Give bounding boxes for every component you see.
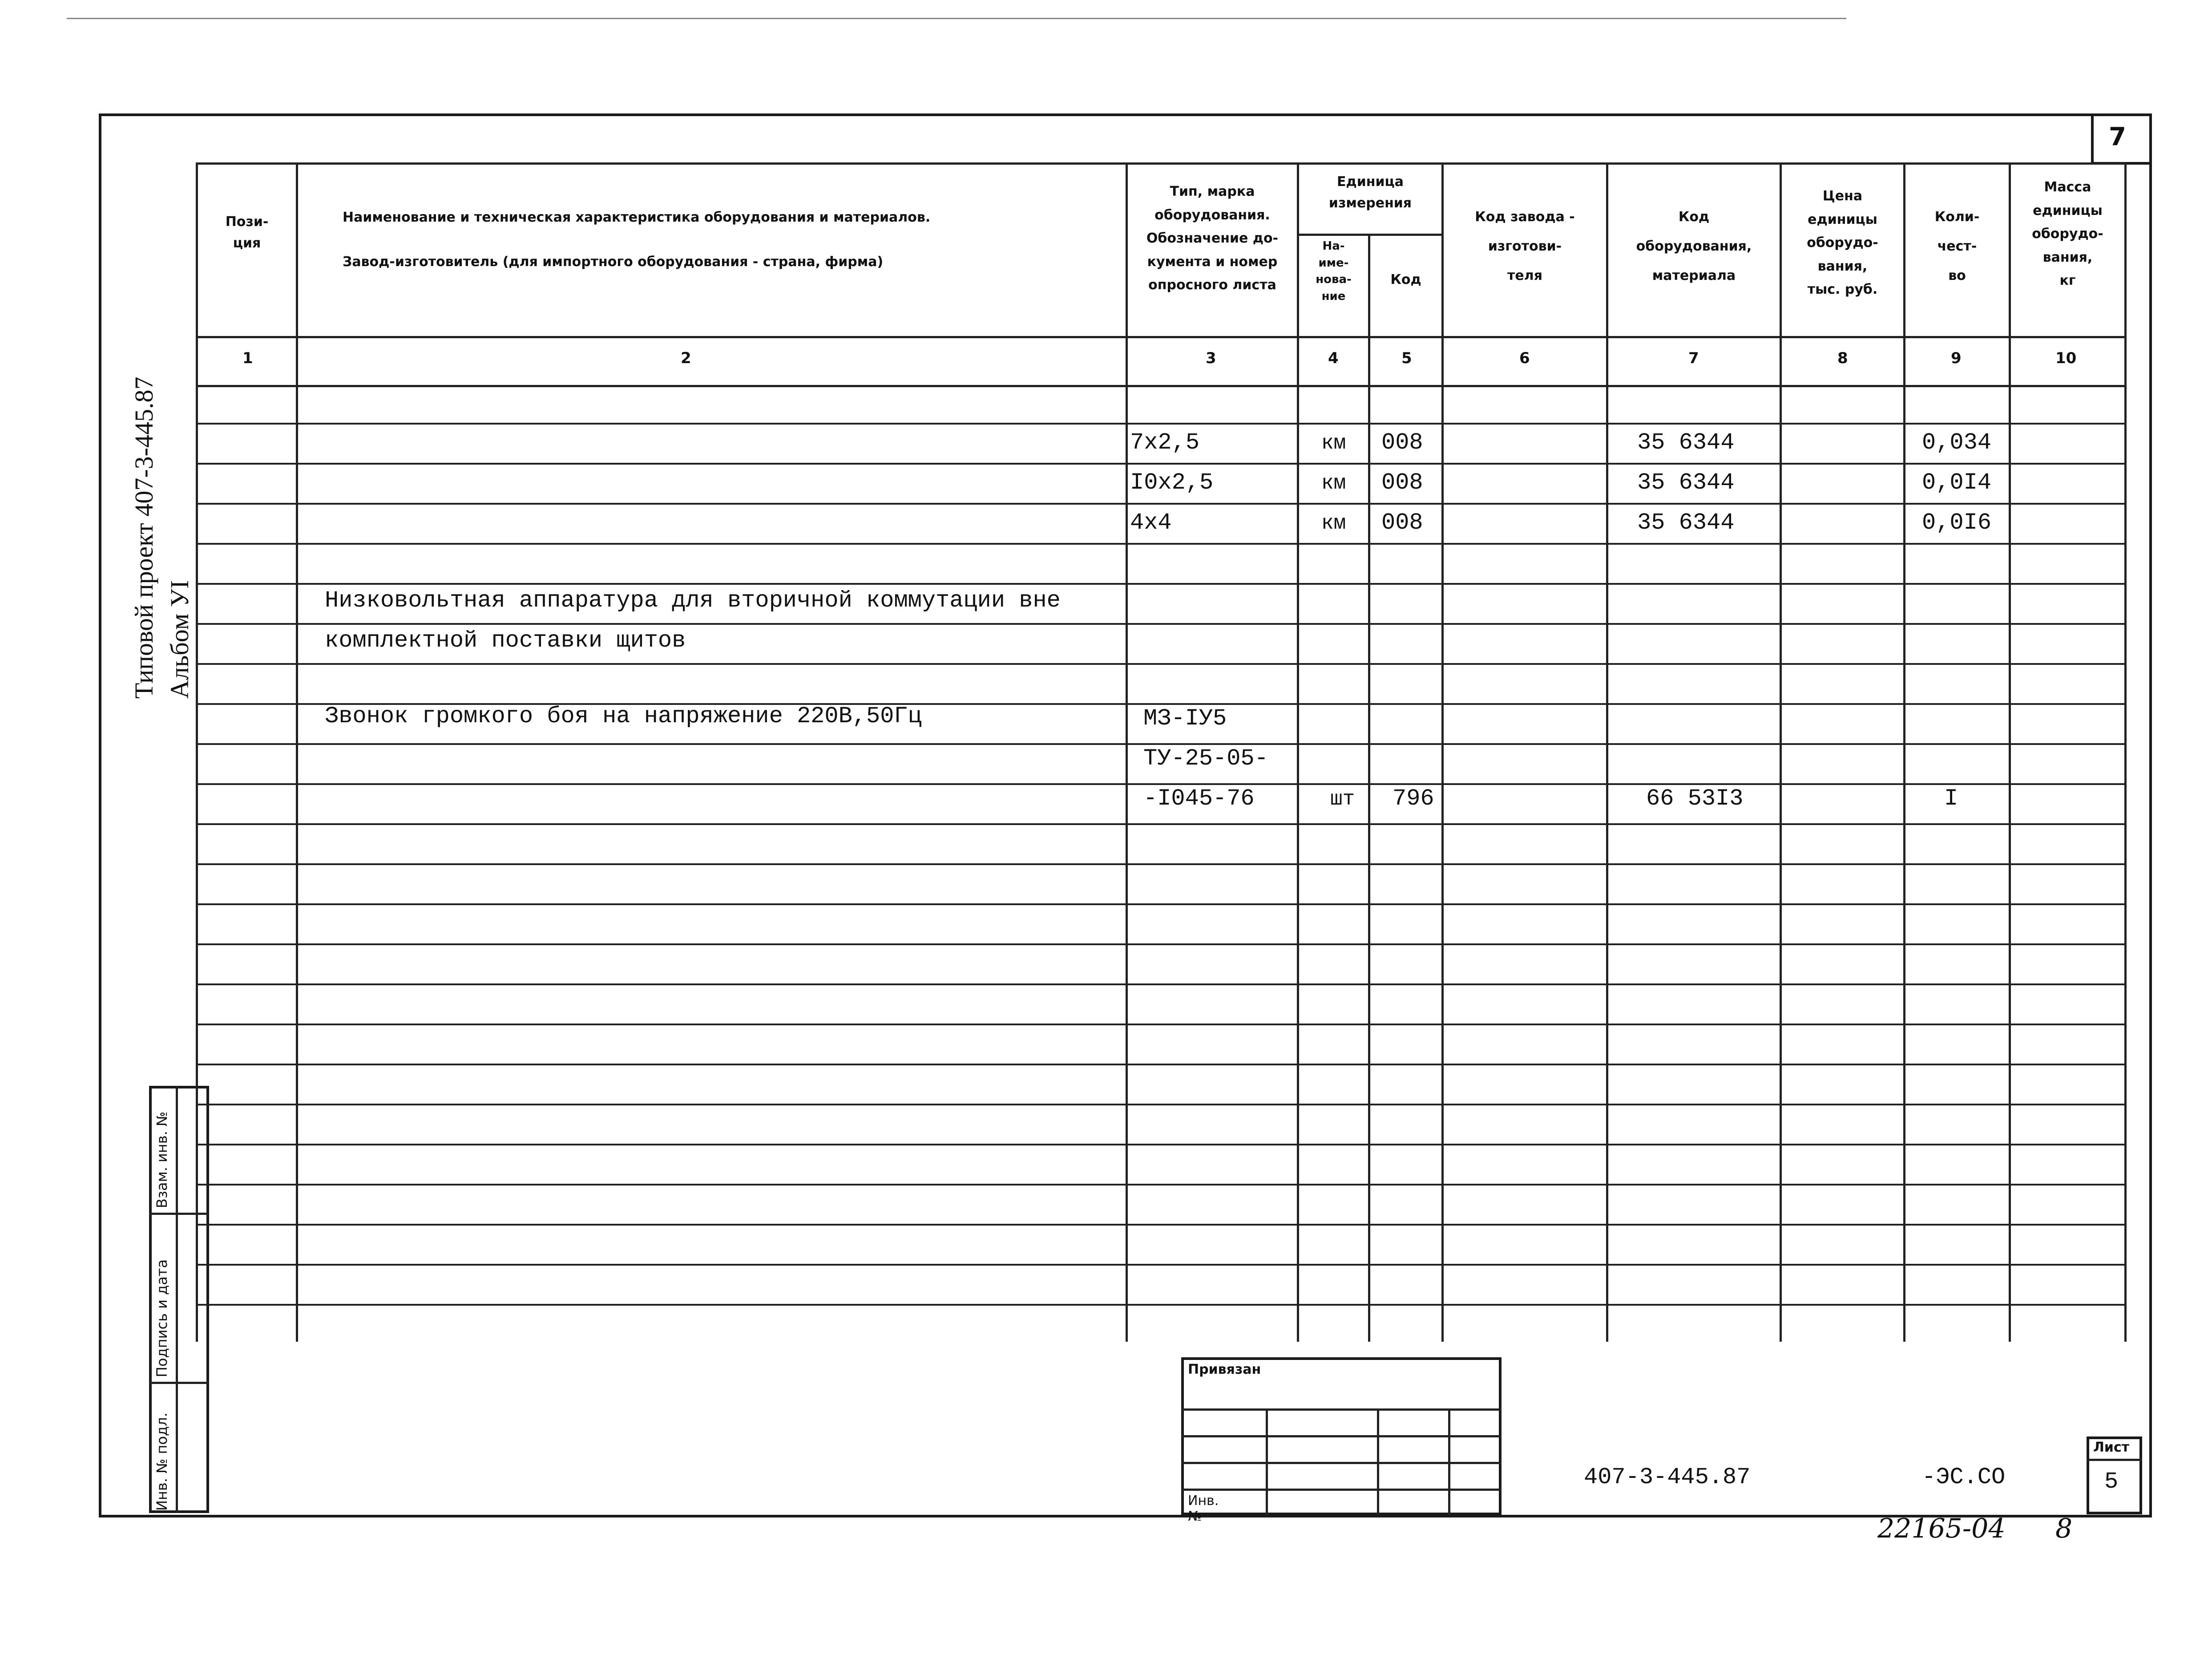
row-line (196, 623, 2127, 625)
colnum-1: 1 (242, 349, 253, 367)
row-qty: 0,0I4 (1922, 469, 1992, 496)
row-line (196, 1304, 2127, 1306)
item-code: 66 53I3 (1646, 785, 1744, 812)
row-line (196, 983, 2127, 985)
row-line (196, 1144, 2127, 1145)
row-unit-code: 008 (1381, 469, 1423, 496)
side-title-line1: Типовой проект 407-3-445.87 (129, 376, 158, 699)
row-unit-code: 008 (1381, 429, 1423, 456)
row-line (196, 1264, 2127, 1266)
stamp-line (1266, 1408, 1268, 1515)
section-title-line1: Низковольтная аппаратура для вторичной коммутации вне (325, 587, 1061, 614)
unit-group-line (1297, 234, 1441, 236)
row-unit: км (1321, 472, 1346, 495)
header-bottom (196, 336, 2127, 338)
spec-table (196, 162, 2127, 1342)
colnum-5: 5 (1401, 349, 1412, 367)
colnum-4: 4 (1328, 349, 1339, 367)
stamp-line (1181, 1462, 1502, 1464)
stamp-line (1448, 1408, 1450, 1515)
item-name: Звонок громкого боя на напряжение 220В,50Гц (325, 703, 922, 729)
header-unit-group: Единица измерения (1328, 174, 1412, 211)
col-border (1780, 162, 1782, 1342)
sheet-label: Лист (2093, 1440, 2130, 1455)
section-title-line2: комплектной поставки щитов (325, 627, 686, 654)
row-qty: 0,0I6 (1922, 510, 1992, 536)
row-code: 35 6344 (1637, 429, 1735, 456)
row-line (196, 463, 2127, 465)
col-border (1126, 162, 1128, 1342)
side-title-line2: Альбом УI (165, 580, 194, 699)
row-line (196, 503, 2127, 505)
col-border (1606, 162, 1608, 1342)
row-type: I0х2,5 (1130, 469, 1214, 496)
header-unit-code: Код (1390, 272, 1421, 287)
header-unit-name: На- име- нова- ние (1316, 239, 1352, 303)
sheet-box-line (2087, 1459, 2142, 1461)
col-border (196, 162, 198, 1342)
colnum-7: 7 (1688, 349, 1699, 367)
side-stamp-label: Инв. № подл. (153, 1412, 170, 1511)
scan-top-line (67, 18, 1846, 19)
row-line (196, 863, 2127, 865)
side-stamp-divider (149, 1382, 209, 1384)
row-line (196, 1184, 2127, 1186)
handwritten-number: 22165-04 (1877, 1513, 2006, 1544)
inv-label: Инв. № (1188, 1493, 1219, 1524)
row-line (196, 903, 2127, 905)
row-type: 7х2,5 (1130, 429, 1200, 456)
stamp-line (1181, 1435, 1502, 1437)
col-border (2124, 162, 2127, 1342)
row-line (196, 543, 2127, 545)
item-unit-code: 796 (1393, 785, 1434, 812)
row-unit: км (1321, 512, 1346, 535)
side-stamp-divider (176, 1086, 178, 1513)
row-line (196, 943, 2127, 945)
row-line (196, 1064, 2127, 1065)
row-line (196, 663, 2127, 665)
row-qty: 0,034 (1922, 429, 1992, 456)
header-equipment-code: Код оборудования, материала (1636, 209, 1752, 283)
linked-label: Привязан (1188, 1362, 1261, 1377)
row-line (196, 583, 2127, 585)
header-mass: Масса единицы оборудо- вания, кг (2032, 179, 2103, 288)
colnum-3: 3 (1206, 349, 1216, 367)
row-line (196, 743, 2127, 745)
header-name-line1: Наименование и техническая характеристика оборудования и материалов. (343, 210, 931, 225)
item-type-line1: МЗ-IУ5 (1143, 705, 1227, 732)
row-code: 35 6344 (1637, 469, 1735, 496)
side-stamp-label: Взам. инв. № (153, 1111, 170, 1208)
row-line (196, 1104, 2127, 1105)
row-line (196, 1224, 2127, 1226)
item-type-line2: ТУ-25-05- (1143, 745, 1268, 772)
sheet-number-top: 7 (2109, 122, 2126, 151)
header-position: Пози- ция (225, 214, 269, 251)
item-unit: шт (1330, 788, 1355, 811)
row-line (196, 823, 2127, 825)
col-border (1903, 162, 1905, 1342)
colnum-bottom (196, 385, 2127, 387)
sheet-value: 5 (2104, 1469, 2119, 1495)
item-type-line3: -I045-76 (1143, 785, 1255, 812)
side-stamp-label: Подпись и дата (153, 1259, 170, 1377)
colnum-8: 8 (1837, 349, 1848, 367)
row-unit-code: 008 (1381, 510, 1423, 536)
item-qty: I (1944, 785, 1958, 812)
col-border (296, 162, 298, 1342)
handwritten-page: 8 (2055, 1513, 2073, 1544)
row-unit: км (1321, 432, 1346, 455)
header-name-line2: Завод-изготовитель (для импортного оборудования - страна, фирма) (343, 254, 884, 270)
header-top (196, 162, 2127, 165)
header-type: Тип, марка оборудования. Обозначение до- кумента и номер опросного листа (1146, 184, 1279, 293)
header-price: Цена единицы оборудо- вания, тыс. руб. (1807, 188, 1878, 297)
row-line (196, 783, 2127, 785)
stamp-line (1181, 1489, 1502, 1491)
col-border (1297, 162, 1299, 1342)
col-border (1368, 234, 1370, 1342)
doc-suffix: -ЭС.СО (1922, 1464, 2006, 1490)
colnum-2: 2 (681, 349, 691, 367)
header-mfr-code: Код завода - изготови- теля (1475, 209, 1575, 283)
header-quantity: Коли- чест- во (1934, 209, 1980, 283)
row-line (196, 1024, 2127, 1025)
colnum-9: 9 (1951, 349, 1962, 367)
doc-code: 407-3-445.87 (1584, 1464, 1751, 1490)
col-border (2009, 162, 2011, 1342)
stamp-line (1377, 1408, 1379, 1515)
row-line (196, 423, 2127, 425)
row-code: 35 6344 (1637, 510, 1735, 536)
col-border (1441, 162, 1444, 1342)
stamp-line (1181, 1408, 1502, 1411)
colnum-10: 10 (2055, 349, 2077, 367)
colnum-6: 6 (1519, 349, 1530, 367)
row-type: 4х4 (1130, 510, 1172, 536)
